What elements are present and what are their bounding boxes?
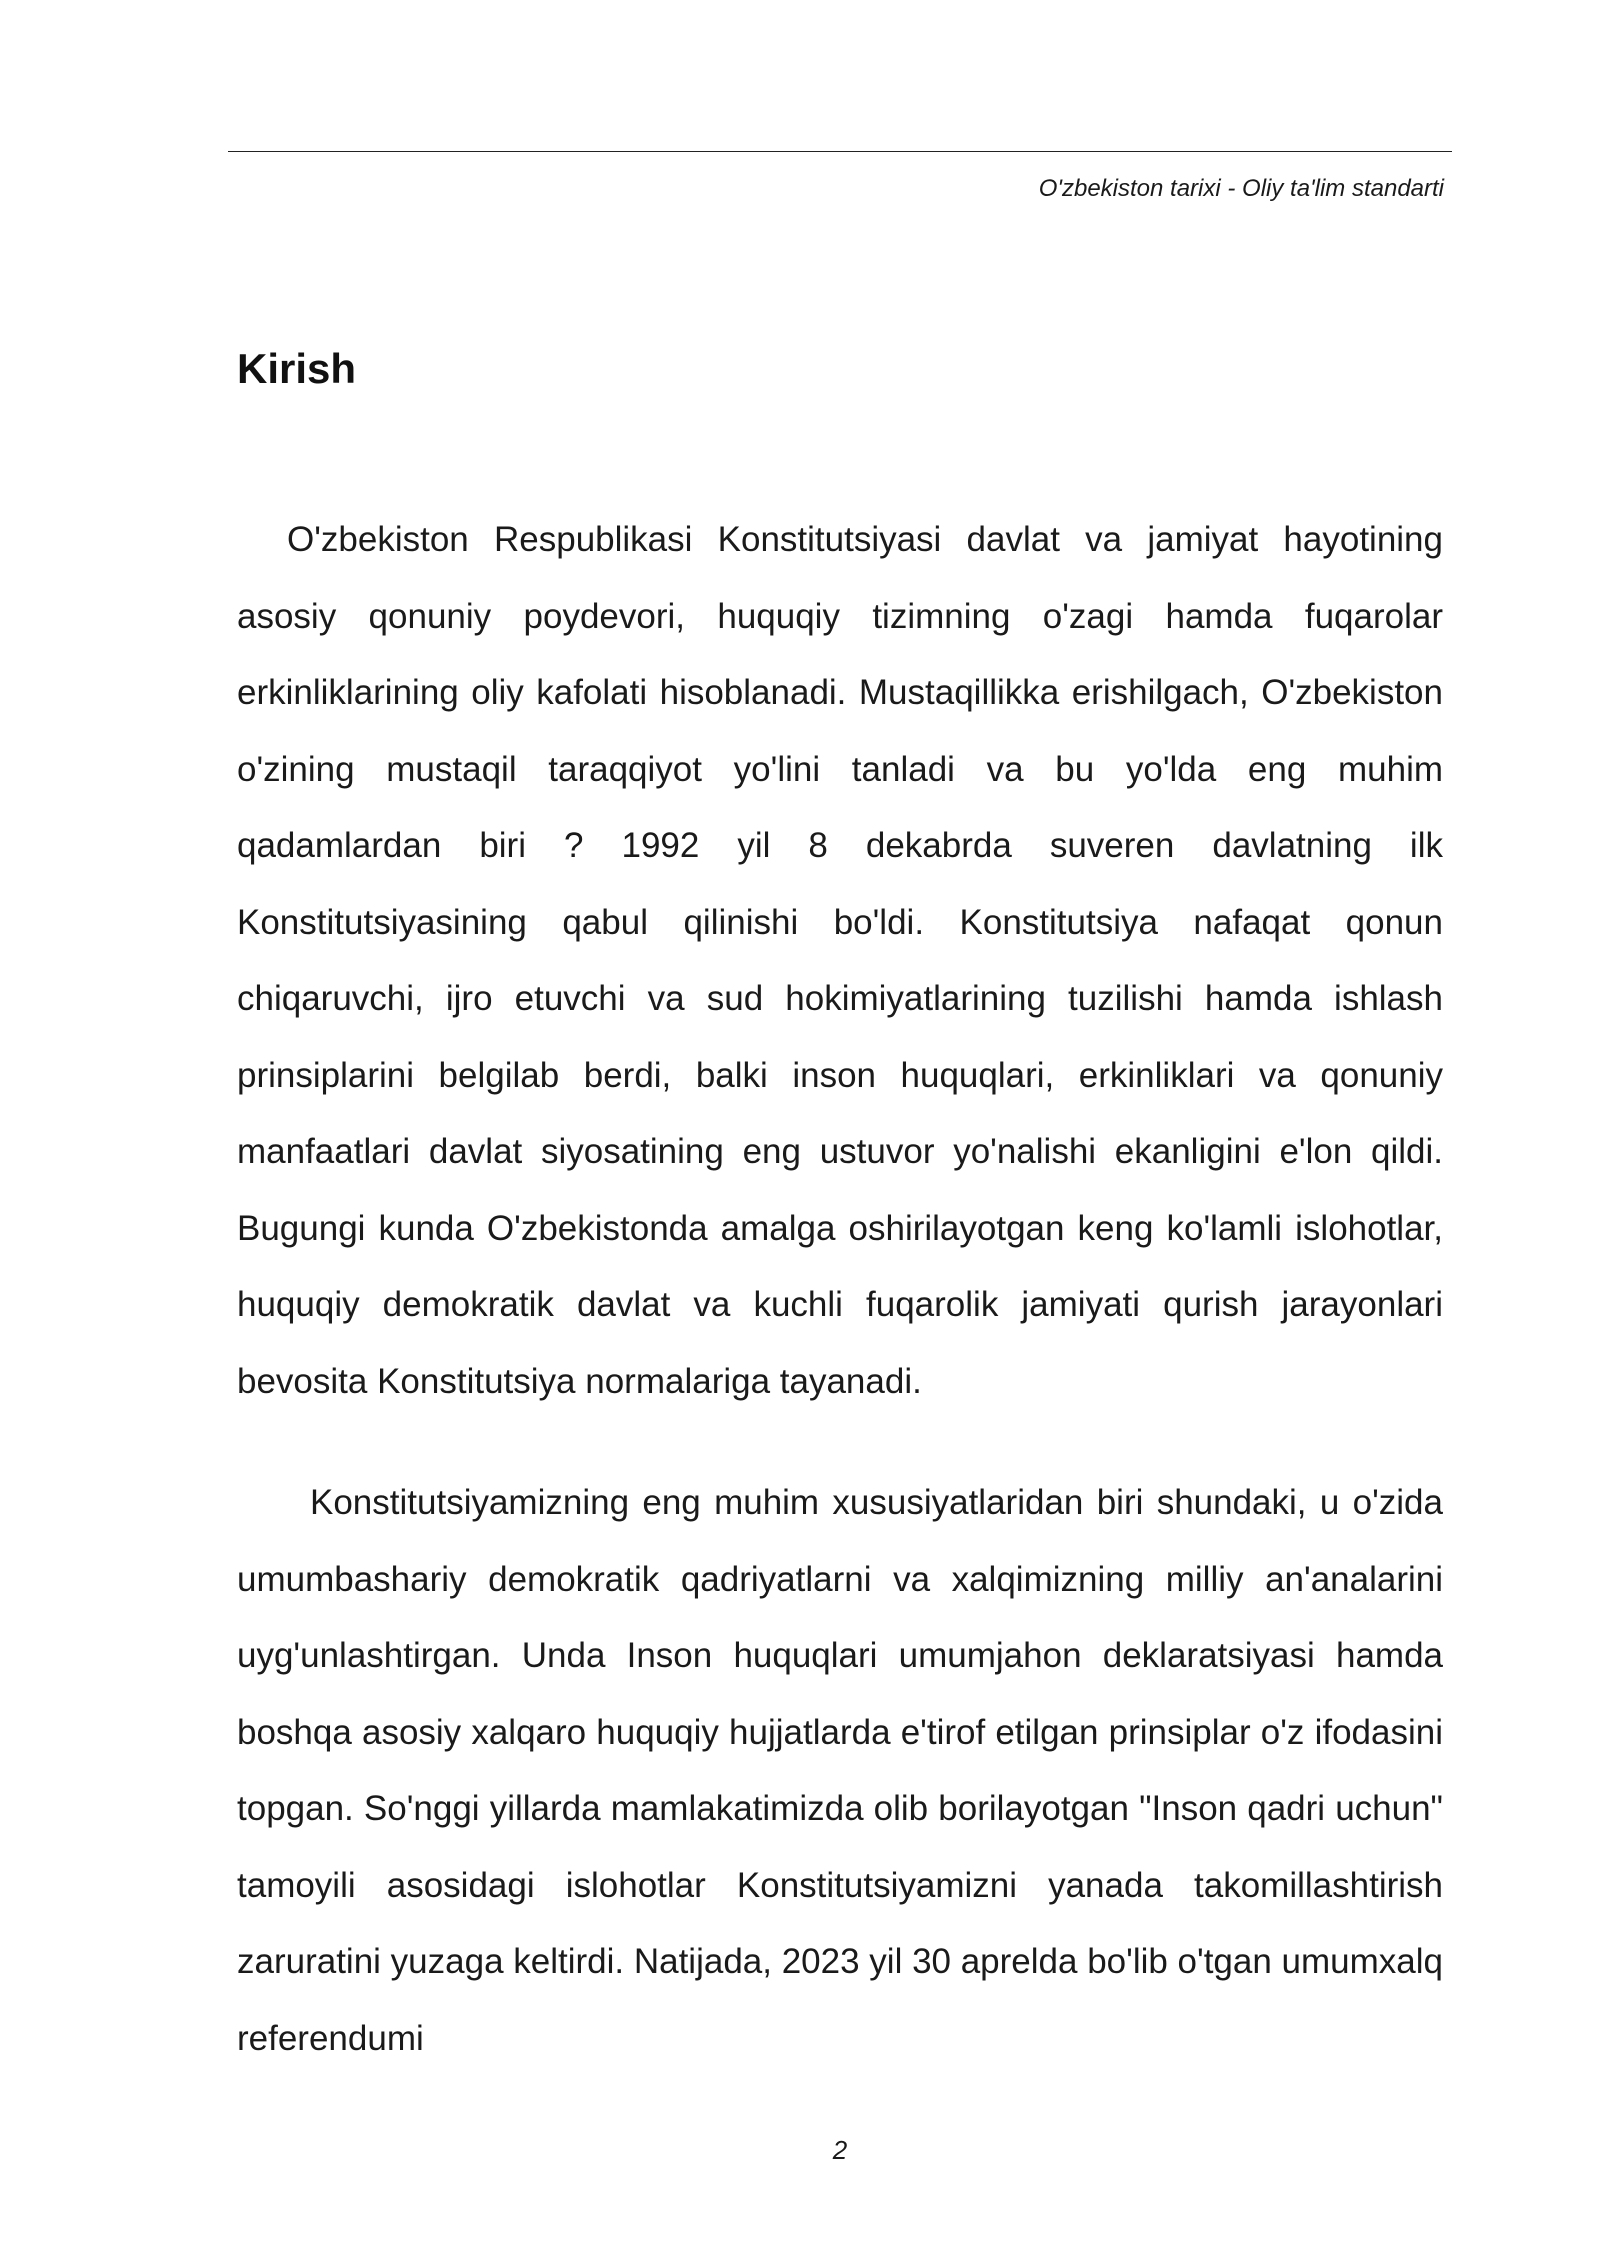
section-title: Kirish [237,345,357,392]
header-rule [228,151,1452,152]
body-paragraph-2: Konstitutsiyamizning eng muhim xususiyatlaridan biri shundaki, u o'zida umumbashariy demokratik qadriyatlarni va xalqimizning milliy an'analarini uyg'unlashtirgan. Unda Inson huquqlari umumjahon deklaratsiyasi hamda boshqa asosiy xalqaro huquqiy hujjatlarda e'tirof etilgan prinsiplar o'z ifodasini topgan. So'nggi yillarda mamlakatimizda olib borilayotgan "Inson qadri uchun" tamoyili asosidagi islohotlar Konstitutsiyamizni yanada takomillashtirish zaruratini yuzaga keltirdi. Natijada, 2023 yil 30 aprelda bo'lib o'tgan umumxalq referendumi [237,1483,1443,2058]
running-header: O'zbekiston tarixi - Oliy ta'lim standarti [1038,175,1444,202]
page-number: 2 [832,2135,848,2165]
body-paragraph-1: O'zbekiston Respublikasi Konstitutsiyasi davlat va jamiyat hayotining asosiy qonuniy poydevori, huquqiy tizimning o'zagi hamda fuqarolar erkinliklarining oliy kafolati hisoblanadi. Mustaqillikka erishilgach, O'zbekiston o'zining mustaqil taraqqiyot yo'lini tanladi va bu yo'lda eng muhim qadamlardan biri ? 1992 yil 8 dekabrda suveren davlatning ilk Konstitutsiyasining qabul qilinishi bo'ldi. Konstitutsiya nafaqat qonun chiqaruvchi, ijro etuvchi va sud hokimiyatlarining tuzilishi hamda ishlash prinsiplarini belgilab berdi, balki inson huquqlari, erkinliklari va qonuniy manfaatlari davlat siyosatining eng ustuvor yo'nalishi ekanligini e'lon qildi. Bugungi kunda O'zbekistonda amalga oshirilayotgan keng ko'lamli islohotlar, huquqiy demokratik davlat va kuchli fuqarolik jamiyati qurish jarayonlari bevosita Konstitutsiya normalariga tayanadi. [237,520,1443,1401]
